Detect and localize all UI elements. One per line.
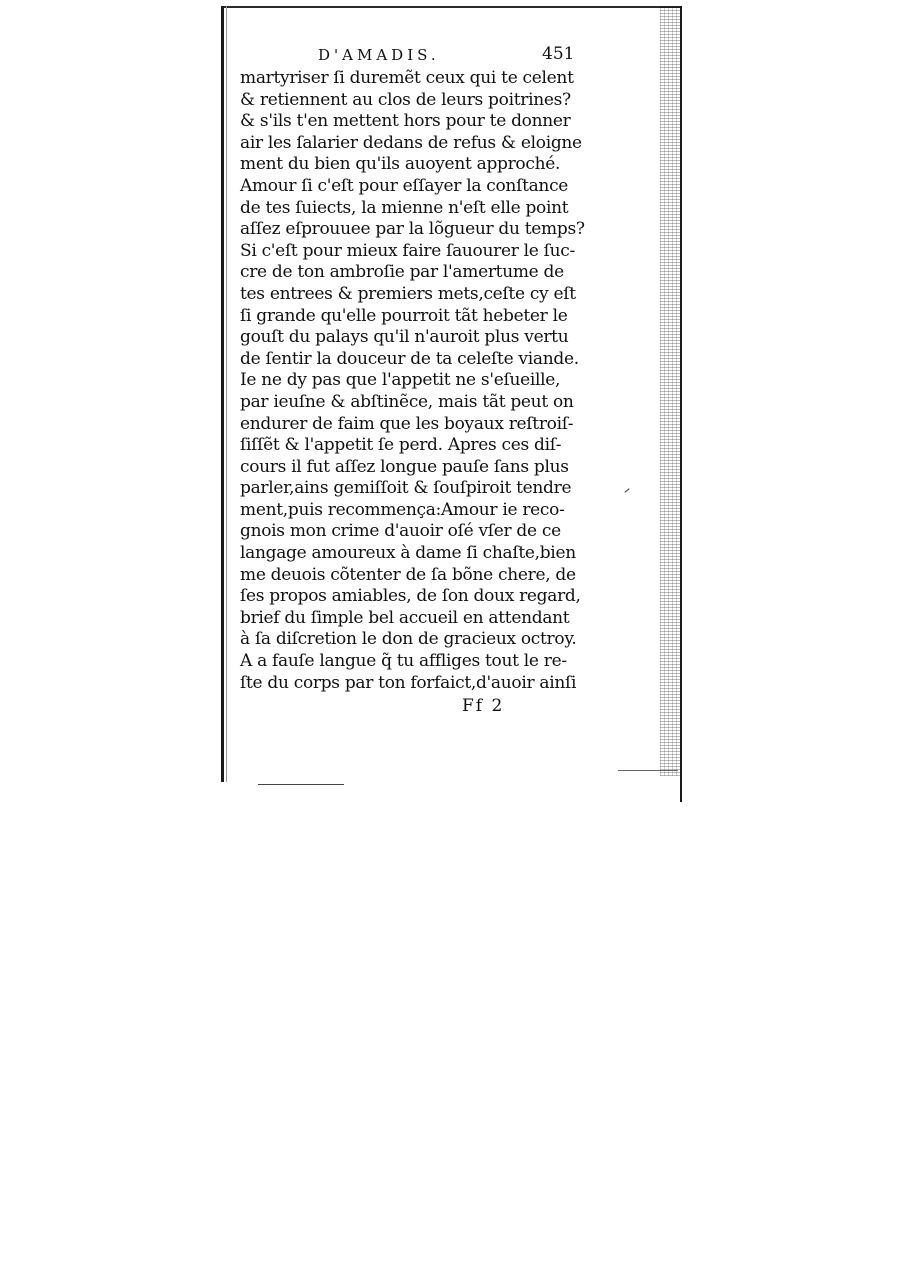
text-line: A a fauſe langue q̃ tu affliges tout le re- bbox=[240, 651, 567, 672]
text-line: langage amoureux à dame ſi chaſte,bien bbox=[240, 543, 576, 564]
text-line: ment du bien qu'ils auoyent approché. bbox=[240, 154, 561, 175]
text-line: ment,puis recommença:Amour ie reco- bbox=[240, 499, 565, 520]
text-line: Ie ne dy pas que l'appetit ne s'eſueille, bbox=[240, 370, 561, 391]
text-line: ſte du corps par ton forfaict,d'auoir ainſi bbox=[240, 672, 577, 693]
text-line: Amour ſi c'eſt pour eſſayer la conſtance bbox=[240, 175, 569, 196]
page-fore-edge bbox=[660, 6, 682, 776]
text-line: Si c'eſt pour mieux faire ſauourer le ſuc- bbox=[240, 240, 575, 261]
page-number: 451 bbox=[542, 44, 575, 64]
text-line: gouſt du palays qu'il n'auroit plus vertu bbox=[240, 327, 569, 348]
signature-mark: Ff 2 bbox=[462, 696, 505, 716]
stray-ink-mark bbox=[624, 488, 629, 493]
page-bottom-mark bbox=[258, 784, 344, 785]
text-line: ſi grande qu'elle pourroit tãt hebeter le bbox=[240, 305, 568, 326]
text-line: par ieuſne & abſtinẽce, mais tãt peut on bbox=[240, 391, 574, 412]
text-line: cours il fut aſſez longue pauſe ſans plus bbox=[240, 456, 569, 477]
text-line: gnois mon crime d'auoir oſé vſer de ce bbox=[240, 521, 561, 542]
page-binding-shadow bbox=[226, 6, 227, 782]
page-bottom-mark-right bbox=[618, 770, 678, 771]
text-line: parler,ains gemiſſoit & ſouſpiroit tendre bbox=[240, 478, 572, 499]
text-line: à ſa diſcretion le don de gracieux octroy. bbox=[240, 629, 577, 650]
text-line: endurer de faim que les boyaux reſtroiſ- bbox=[240, 413, 574, 434]
text-line: air les ſalarier dedans de refus & eloigne bbox=[240, 132, 582, 153]
text-line: de tes ſuiects, la mienne n'eſt elle point bbox=[240, 197, 569, 218]
text-line: me deuois cõtenter de ſa bõne chere, de bbox=[240, 564, 576, 585]
page-top-edge bbox=[221, 6, 681, 8]
page-right-border bbox=[680, 6, 682, 802]
body-text bbox=[240, 68, 590, 694]
text-line: tes entrees & premiers mets,ceſte cy eſt bbox=[240, 283, 576, 304]
text-line: aſſez eſprouuee par la lõgueur du temps? bbox=[240, 219, 585, 240]
running-head: D'AMADIS. bbox=[318, 46, 440, 64]
text-line: brief du ſimple bel accueil en attendant bbox=[240, 607, 570, 628]
text-line: ſiſſẽt & l'appetit ſe perd. Apres ces diſ- bbox=[240, 435, 562, 456]
text-line: ſes propos amiables, de ſon doux regard, bbox=[240, 586, 581, 607]
page-binding-edge bbox=[221, 6, 224, 782]
text-line: & s'ils t'en mettent hors pour te donner bbox=[240, 111, 571, 132]
text-line: & retiennent au clos de leurs poitrines? bbox=[240, 89, 571, 110]
text-line: martyriser ſi duremẽt ceux qui te celent bbox=[240, 68, 574, 88]
text-line: de ſentir la douceur de ta celeſte viande. bbox=[240, 348, 579, 369]
text-line: cre de ton ambroſie par l'amertume de bbox=[240, 262, 564, 283]
